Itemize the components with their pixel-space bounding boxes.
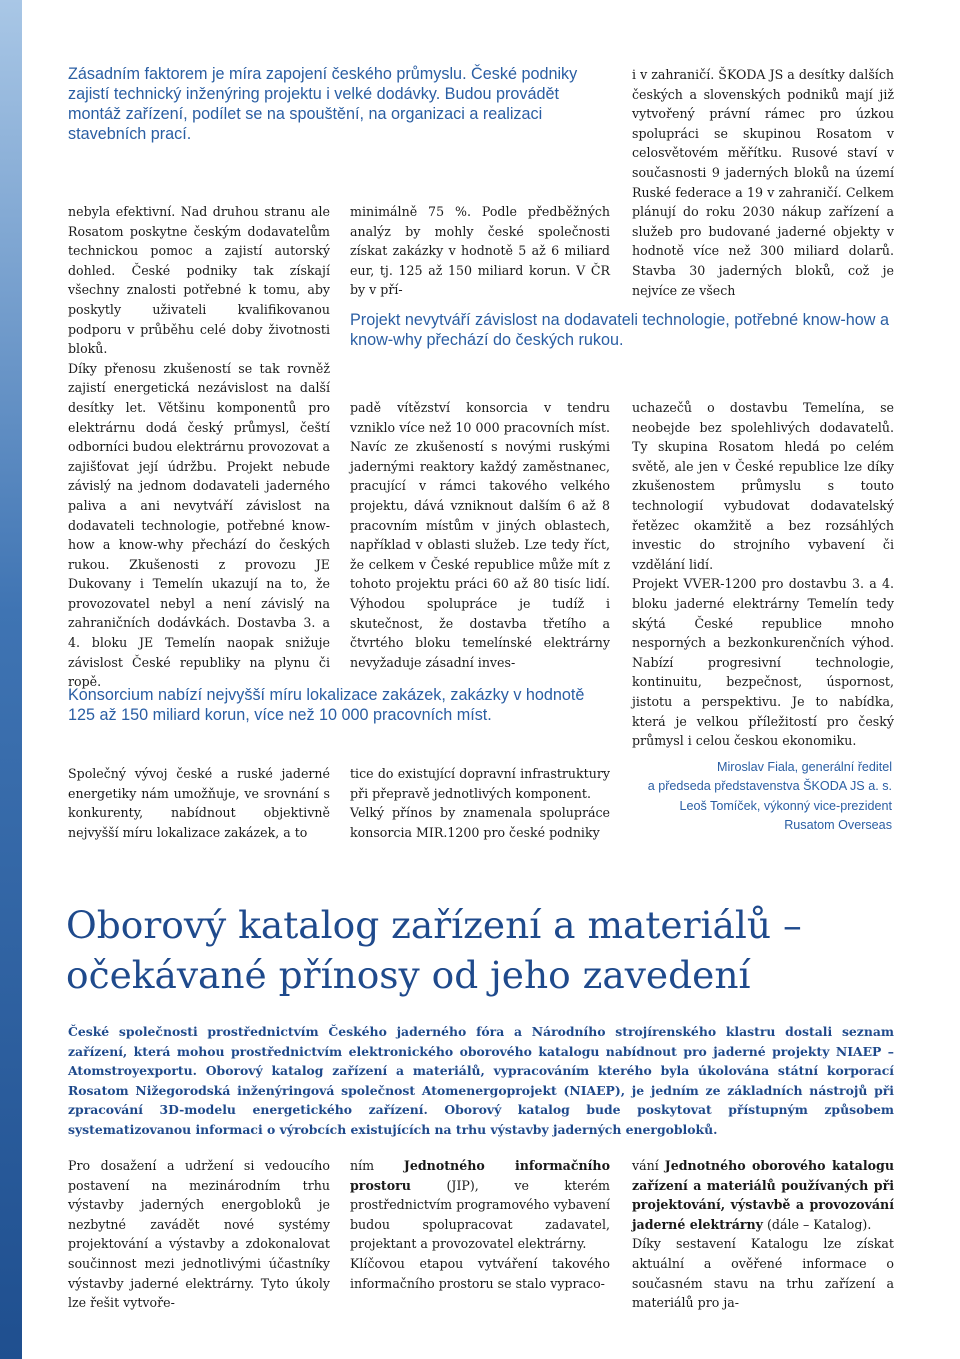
- signature-line: Leoš Tomíček, výkonný vice-prezident: [679, 798, 892, 813]
- pull-quote-consortium: Konsorcium nabízí nejvyšší míru lokalizace zakázek, zakázky v hodnotě 125 až 150 miliard korun, více než 10 000 pracovních míst.: [68, 686, 585, 724]
- paragraph: ním Jednotného informačního prostoru (JIP), ve kterém prostřednictvím programového vybavení budou spolupracovat zadavatel, projektant a provozovatel elektrárny.: [350, 1158, 610, 1252]
- signature-line: Rusatom Overseas: [784, 818, 892, 833]
- bold-term: Jednotného oborového katalogu zařízení a materiálů používaných při projektování, výstavbě a provozování jaderné elektrárny: [632, 1158, 894, 1232]
- paragraph: nebyla efektivní. Nad druhou stranu ale Rosatom poskytne českým dodavatelům technickou pomoc a zajistí autorský dohled. České podniky tak získají všechny znalosti potřebné k tomu, aby poskytly uživateli kvalifikovanou podporu v průběhu celé doby životnosti bloků.: [68, 204, 330, 357]
- paragraph: Klíčovou etapou vytváření takového informačního prostoru se stalo vypraco-: [350, 1255, 610, 1291]
- upper-column-2-top: minimálně 75 %. Podle předběžných analýz by mohly české společnosti získat zakázky v hodnotě 5 až 6 miliard eur, tj. 125 až 150 miliard korun. V ČR by v pří-: [350, 204, 610, 298]
- bold-term: Jednotného informačního prostoru: [350, 1158, 610, 1193]
- article-title-line: Oborový katalog zařízení a materiálů –: [66, 903, 802, 947]
- upper-column-2-bottom: padě vítězství konsorcia v tendru vzniklo více než 10 000 pracovních míst. Navíc ze zkušeností s novými ruskými jadernými reaktory každý zaměstnanec, pracující v rámci takového velkého projektu, dává vzniknout dalším 6 až 8 pracovním místům v jiných oblastech, například v oblasti služeb. Lze tedy říct, že celkem v České republice může mít z tohoto projektu práci 60 až 80 tisíc lidí. Výhodou spolupráce je tudíž i skutečnost, že dostavba třetího a čtvrtého bloku temelínské elektrárny nevyžaduje zásadní inves-: [350, 400, 610, 670]
- decorative-side-stripe: [0, 0, 22, 1359]
- paragraph: tice do existující dopravní infrastruktury při přepravě jednotlivých komponent.: [350, 766, 610, 801]
- paragraph: Díky přenosu zkušeností se tak rovněž zajistí energetická nezávislost na další desítky let. Většinu komponentů pro elektrárnu dodá český průmysl, čeští odborníci budou elektrárnu provozovat a zajišťovat její údržbu. Projekt nebude závislý na jednom dodavateli jaderného paliva a ani nevytváří závislost na dodavateli technologie, potřebné know-how a know-why přechází do českých rukou. Zkušenosti z provozu JE Dukovany i Temelín ukazují na to, že provozovatel nebyl a není závislý na zahraničních dodávkách. Dostavba 3. a 4. bloku JE Temelín naopak snižuje závislost České republiky na plynu či ropě.: [68, 360, 330, 690]
- lower-column-1: Společný vývoj české a ruské jaderné energetiky nám umožňuje, ve srovnání s konkurenty, nabídnout objektivně nejvyšší míru lokalizace zakázek, a to: [68, 766, 330, 840]
- lower-column-2: [350, 764, 610, 842]
- paragraph: uchazečů o dostavbu Temelína, se neobejde bez spolehlivých dodavatelů. Ty skupina Rosatom hledá po celém světě, ale jen v České republice lze díky zkušenostem průmyslu s touto technologií vybudovat dodavatelský řetězec okamžitě a bez rozsáhlých investic do strojního vybavení či vzdělání lidí.: [632, 400, 894, 572]
- article-title-line: očekávané přínosy od jeho zavedení: [66, 953, 751, 997]
- signature-line: a předseda představenstva ŠKODA JS a. s.: [647, 779, 892, 794]
- upper-column-3-bottom: [632, 398, 894, 751]
- author-signature: [600, 758, 892, 836]
- article-title: [66, 900, 896, 1000]
- article-lead: České společnosti prostřednictvím Českého jaderného fóra a Národního strojírenského klastru dostali seznam zařízení, která mohou prostřednictvím elektronického oborového katalogu nabídnout pro jaderné projekty NIAEP – Atomstroyexportu. Oborový katalog zařízení a materiálů, vypracováním kterého byla úkolována státní korporací Rosatom Nižegorodská inženýringová společnost Atomenergoprojekt (NIAEP), je jedním ze základních nástrojů při zpracování 3D-modelu energetického zařízení. Oborový katalog bude poskytovat přístupným způsobem systematizovanou informaci o výrobcích existujících na trhu výstavby jaderných energobloků.: [68, 1024, 894, 1137]
- signature-line: Miroslav Fiala, generální ředitel: [717, 760, 892, 774]
- intro-quote: Zásadním faktorem je míra zapojení českého průmyslu. České podniky zajistí technický inženýring projektu i velké dodávky. Budou provádět montáž zařízení, podílet se na spouštění, na organizaci a realizaci stavebních prací.: [68, 65, 578, 143]
- paragraph: Projekt VVER-1200 pro dostavbu 3. a 4. bloku jaderné elektrárny Temelín tedy skýtá České republice mnoho nesporných a bezkonkurenčních výhod. Nabízí progresivní technologie, kontinuitu, bezpečnost, úspornost, jistotu a perspektivu. Je to nabídka, která je velkou příležitostí pro český průmysl i celou českou ekonomiku.: [632, 576, 894, 749]
- upper-column-3-top: i v zahraničí. ŠKODA JS a desítky dalších českých a slovenských podniků mají již vytvořený právní rámec pro úzkou spolupráci se skupinou Rosatom v celosvětovém měřítku. Rusové staví v současnosti 9 jaderných bloků na území Ruské federace a 19 v zahraničí. Celkem plánují do roku 2030 nákup zařízení a služeb pro budované jaderné objekty v hodnotě více než 300 miliard dolarů. Stavba 30 jaderných bloků, což je nejvíce ze všech: [632, 67, 894, 298]
- upper-column-1: [68, 202, 330, 692]
- article-column-1: Pro dosažení a udržení si vedoucího postavení na mezinárodním trhu výstavby jaderných energobloků je nezbytné zavádět nové systémy projektování a výstavby a zdokonalovat součinnost mezi jednotlivými účastníky výstavby jaderné elektrárny. Tyto úkoly lze řešit vytvoře-: [68, 1158, 330, 1311]
- pull-quote-independence: Projekt nevytváří závislost na dodavateli technologie, potřebné know-how a know-why přechází do českých rukou.: [350, 311, 889, 349]
- paragraph: Díky sestavení Katalogu lze získat aktuální a ověřené informace o současném stavu na trhu zařízení a materiálů pro ja-: [632, 1236, 894, 1311]
- paragraph: vání Jednotného oborového katalogu zařízení a materiálů používaných při projektování, výstavbě a provozování jaderné elektrárny (dále – Katalog).: [632, 1158, 894, 1232]
- article-column-3: [632, 1156, 894, 1313]
- article-column-2: [350, 1156, 610, 1293]
- paragraph: Velký přínos by znamenala spolupráce konsorcia MIR.1200 pro české podniky: [350, 805, 610, 840]
